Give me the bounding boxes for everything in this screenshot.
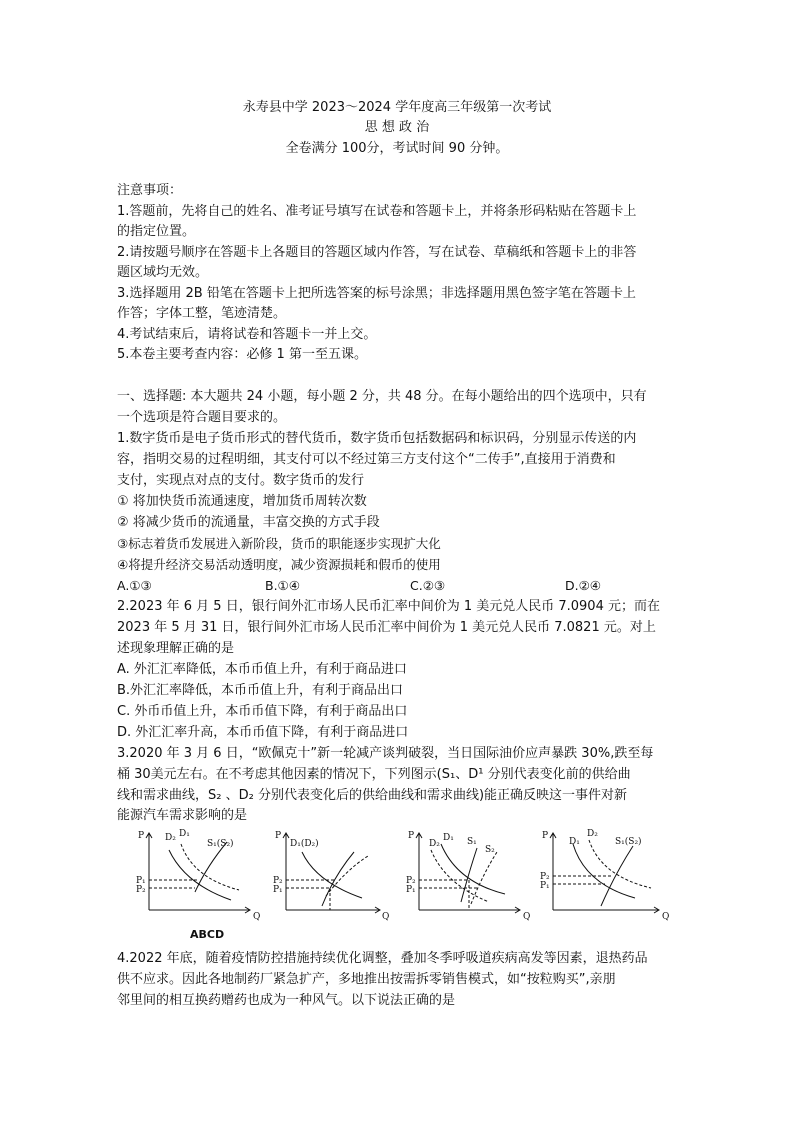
axis-p-label: P: [138, 831, 145, 841]
axis-q-label: Q: [382, 912, 390, 922]
price-label: P₁: [540, 881, 550, 891]
curve-label: D₂: [587, 829, 598, 839]
exam-title: 永寿县中学 2023～2024 学年度高三年级第一次考试: [242, 100, 552, 115]
q1-statement: ③标志着货币发展进入新阶段，货币的职能逐步实现扩大化: [117, 536, 441, 551]
q1-line: 支付，实现点对点的支付。数字货币的发行: [117, 473, 365, 488]
exam-info: 全卷满分 100分，考试时间 90 分钟。: [285, 141, 509, 156]
curve-label: D₁(D₂): [290, 839, 319, 849]
q3-graph-b[interactable]: [272, 826, 402, 922]
q3-line: 3.2020 年 3 月 6 日，“欧佩克十”新一轮减产谈判破裂，当日国际油价应声暴跌 30%,跌至每: [117, 746, 654, 761]
notice-line: 2.请按题号顺序在答题卡上各题目的答题区域内作答，写在试卷、草稿纸和答题卡上的非答: [117, 245, 637, 260]
price-label: P₁: [273, 885, 283, 895]
q2-option-b[interactable]: B.外汇汇率降低，本币币值上升，有利于商品出口: [117, 683, 404, 698]
curve-label: D₂: [165, 833, 176, 843]
section-heading: 一个选项是符合题目要求的。: [117, 410, 287, 425]
q4-line: 供不应求。因此各地制药厂紧急扩产，多地推出按需拆零销售模式，如“按粒购买”,亲朋: [117, 972, 616, 987]
q1-statement: ④将提升经济交易活动透明度，减少资源损耗和假币的使用: [117, 557, 441, 572]
notice-line: 4.考试结束后，请将试卷和答题卡一并上交。: [117, 327, 377, 342]
subject-title: 思 想 政 治: [364, 120, 430, 135]
q2-line: 述现象理解正确的是: [117, 641, 235, 656]
q3-graph-d[interactable]: [539, 826, 679, 922]
q3-line: 能源汽车需求影响的是: [117, 808, 248, 823]
curve-label: S₂: [485, 845, 495, 855]
curve-label: S₁(S₂): [615, 837, 642, 847]
q2-line: 2023 年 5 月 31 日，银行间外汇市场人民币汇率中间价为 1 美元兑人民币 7.0821 元。对上: [117, 620, 656, 635]
notice-line: 作答；字体工整，笔迹清楚。: [117, 306, 287, 321]
notice-line: 1.答题前，先将自己的姓名、准考证号填写在试卷和答题卡上，并将条形码粘贴在答题卡上: [117, 204, 637, 219]
curve-label: D₂: [429, 839, 440, 849]
q1-statement: ① 将加快货币流通速度，增加货币周转次数: [117, 494, 367, 509]
q2-line: 2.2023 年 6 月 5 日，银行间外汇市场人民币汇率中间价为 1 美元兑人民币 7.0904 元；而在: [117, 599, 660, 614]
curve-label: S₁: [467, 837, 477, 847]
axis-q-label: Q: [523, 912, 531, 922]
axis-q-label: Q: [662, 912, 670, 922]
notice-heading: 注意事项：: [117, 183, 183, 198]
q1-line: 1.数字货币是电子货币形式的替代货币，数字货币包括数据码和标识码，分别显示传送的内: [117, 431, 637, 446]
q3-graphs: [117, 826, 687, 922]
curve-label: D₁: [443, 833, 454, 843]
q1-option-c[interactable]: C.②③: [410, 578, 446, 593]
price-label: P₂: [406, 876, 416, 886]
price-label: P₁: [406, 885, 416, 895]
q3-graph-c[interactable]: [405, 826, 535, 922]
q4-line: 邻里间的相互换药赠药也成为一种风气。以下说法正确的是: [117, 993, 456, 1008]
notice-line: 的指定位置。: [117, 224, 196, 239]
q3-choices-label: ABCD: [190, 928, 225, 941]
section-heading: 一、选择题: 本大题共 24 小题，每小题 2 分，共 48 分。在每小题给出的四个选项中，只有: [117, 389, 647, 404]
q1-options: [117, 576, 687, 596]
q1-option-a[interactable]: A.①③: [117, 578, 152, 593]
notice-line: 3.选择题用 2B 铅笔在答题卡上把所选答案的标号涂黑；非选择题用黑色签字笔在答题卡上: [117, 286, 636, 301]
q2-option-c[interactable]: C. 外币币值上升，本币币值下降，有利于商品出口: [117, 704, 408, 719]
q3-line: 桶 30美元左右。在不考虑其他因素的情况下，下列图示(S₁、D¹ 分别代表变化前的供给曲: [117, 767, 631, 782]
axis-q-label: Q: [253, 912, 261, 922]
axis-p-label: P: [542, 831, 549, 841]
q4-line: 4.2022 年底，随着疫情防控措施持续优化调整，叠加冬季呼吸道疾病高发等因素，退热药品: [117, 951, 648, 966]
notice-line: 5.本卷主要考查内容：必修 1 第一至五课。: [117, 347, 367, 362]
price-label: P₂: [273, 876, 283, 886]
q1-option-b[interactable]: B.①④: [265, 578, 300, 593]
axis-p-label: P: [408, 831, 415, 841]
price-label: P₁: [136, 876, 146, 886]
q2-option-d[interactable]: D. 外汇汇率升高，本币币值下降，有利于商品进口: [117, 725, 409, 740]
curve-label: S₁(S₂): [207, 839, 234, 849]
curve-label: D₁: [569, 837, 580, 847]
q1-option-d[interactable]: D.②④: [565, 578, 602, 593]
q2-option-a[interactable]: A. 外汇汇率降低，本币币值上升，有利于商品进口: [117, 662, 407, 677]
q3-graph-a[interactable]: [135, 826, 265, 922]
q1-line: 容，指明交易的过程明细，其支付可以不经过第三方支付这个“二传手”,直接用于消费和: [117, 452, 616, 467]
q1-statement: ② 将减少货币的流通量，丰富交换的方式手段: [117, 515, 380, 530]
price-label: P₂: [540, 872, 550, 882]
curve-label: D₁: [179, 829, 190, 839]
q3-line: 线和需求曲线，S₂ 、D₂ 分别代表变化后的供给曲线和需求曲线)能正确反映这一事件对新: [117, 788, 628, 803]
price-label: P₂: [136, 885, 146, 895]
axis-p-label: P: [275, 831, 282, 841]
notice-line: 题区域均无效。: [117, 265, 209, 280]
